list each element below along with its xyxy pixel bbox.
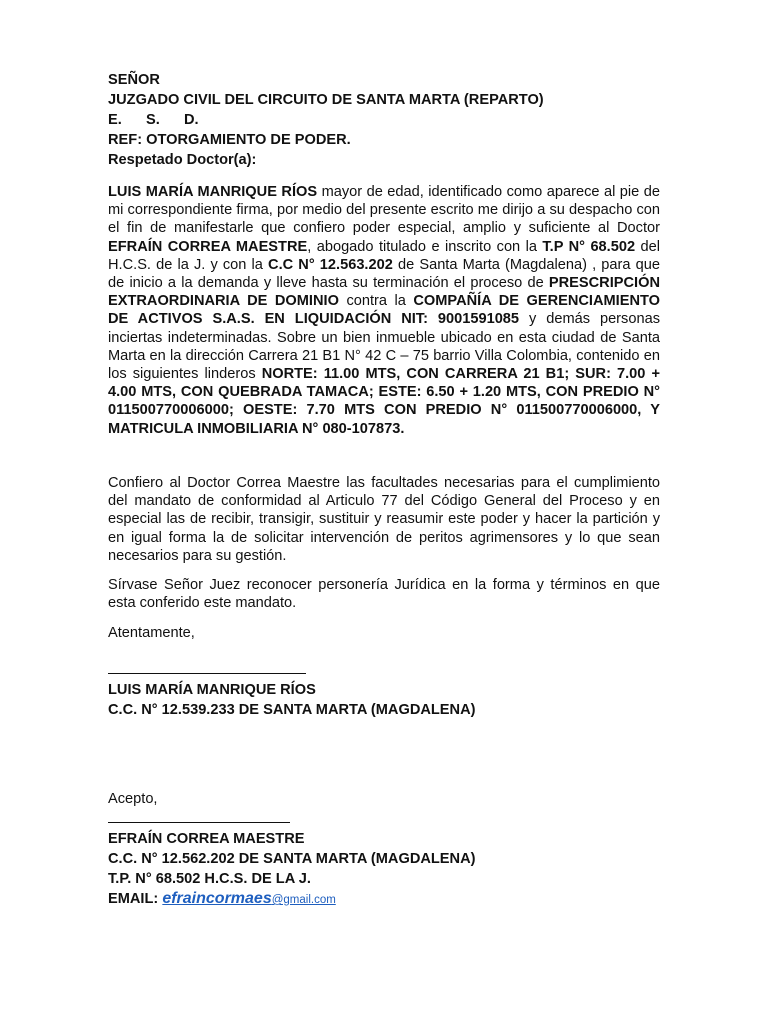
email-link[interactable] [162, 891, 335, 907]
p1-seg-12: NORTE: 11.00 MTS, CON CARRERA 21 B1; SUR: 7.00 + 4.00 MTS, CON QUEBRADA TAMACA; ESTE: 6.50 + 1.20 MTS, CON PREDIO N° 011500770006000; OESTE: 7.70 MTS CON PREDIO N° 011500770006000, Y MATRICULA INMOBILIARIA N° 080-107873. [108, 366, 660, 437]
letter-header [108, 70, 668, 170]
p1-seg-7: de Santa Marta (Magdalena) , para que de inicio a la demanda y lleve hasta su terminación el proceso de [108, 256, 660, 292]
p1-seg-1: mayor de edad, identificado como aparece al pie de mi correspondiente firma, por medio del presente escrito me dirijo a su despacho con el fin de manifestarle que confiero poder especial, amplio y suficiente al Doctor [108, 184, 660, 237]
p1-seg-3: , abogado titulado e inscrito con la [307, 238, 543, 255]
email-domain: @gmail.com [271, 894, 336, 906]
attorney-id: C.C. N° 12.562.202 DE SANTA MARTA (MAGDALENA) [108, 851, 476, 867]
addressee-title: SEÑOR [108, 72, 160, 88]
p1-seg-2: EFRAÍN CORREA MAESTRE [108, 238, 308, 255]
email-user: efraincormaes [162, 890, 272, 907]
accept-label: Acepto, [108, 791, 158, 807]
p1-seg-10: COMPAÑÍA DE GERENCIAMIENTO DE ACTIVOS S.A.S. EN LIQUIDACIÓN NIT: 9001591085 [108, 293, 660, 328]
paragraph-main [108, 183, 660, 438]
court-name: JUZGADO CIVIL DEL CIRCUITO DE SANTA MARTA (REPARTO) [108, 92, 544, 108]
attorney-name: EFRAÍN CORREA MAESTRE [108, 831, 305, 847]
signature-line [108, 673, 306, 674]
esd-line [108, 110, 668, 130]
attorney-tp: T.P. N° 68.502 H.C.S. DE LA J. [108, 871, 311, 887]
esd-e: E. [108, 112, 122, 128]
p1-seg-8: PRESCRIPCIÓN EXTRAORDINARIA DE DOMINIO [108, 275, 660, 310]
p1-seg-4: T.P N° 68.502 [542, 238, 636, 255]
p1-seg-5: del H.C.S. de la J. y con la [108, 238, 660, 273]
paragraph-request: Sírvase Señor Juez reconocer personería Jurídica en la forma y términos en que esta conferido este mandato. [108, 577, 660, 612]
signature-line [108, 822, 290, 823]
greeting: Respetado Doctor(a): [108, 152, 257, 168]
p1-seg-6: C.C N° 12.563.202 [268, 256, 393, 273]
attorney-email-row [108, 889, 475, 909]
paragraph-faculties: Confiero al Doctor Correa Maestre las facultades necesarias para el cumplimiento del mandato de conformidad al Articulo 77 del Código General del Proceso y en especial las de recibir, transigir, sustituir y reasumir este poder y hacer la partición y en igual forma la de solicitar intervención de peritos agrimensores y lo que sean necesarios para su gestión. [108, 475, 660, 564]
p1-seg-0: LUIS MARÍA MANRIQUE RÍOS [108, 184, 318, 200]
esd-s: S. [146, 112, 160, 128]
grantor-name: LUIS MARÍA MANRIQUE RÍOS [108, 682, 316, 698]
closing: Atentamente, [108, 625, 195, 641]
esd-d: D. [184, 112, 199, 128]
signature-block-grantor [108, 673, 475, 720]
email-label: EMAIL: [108, 891, 163, 907]
p1-seg-11: y demás personas inciertas indeterminadas. Sobre un bien inmueble ubicado en esta ciudad de Santa Marta en la dirección Carrera 21 B1 N° 42 C – 75 barrio Villa Colombia, contenido en los siguientes linderos [108, 311, 660, 383]
reference-line: REF: OTORGAMIENTO DE PODER. [108, 132, 351, 148]
grantor-id: C.C. N° 12.539.233 DE SANTA MARTA (MAGDALENA) [108, 702, 476, 718]
signature-block-attorney [108, 822, 475, 909]
p1-seg-9: contra la [338, 293, 414, 310]
